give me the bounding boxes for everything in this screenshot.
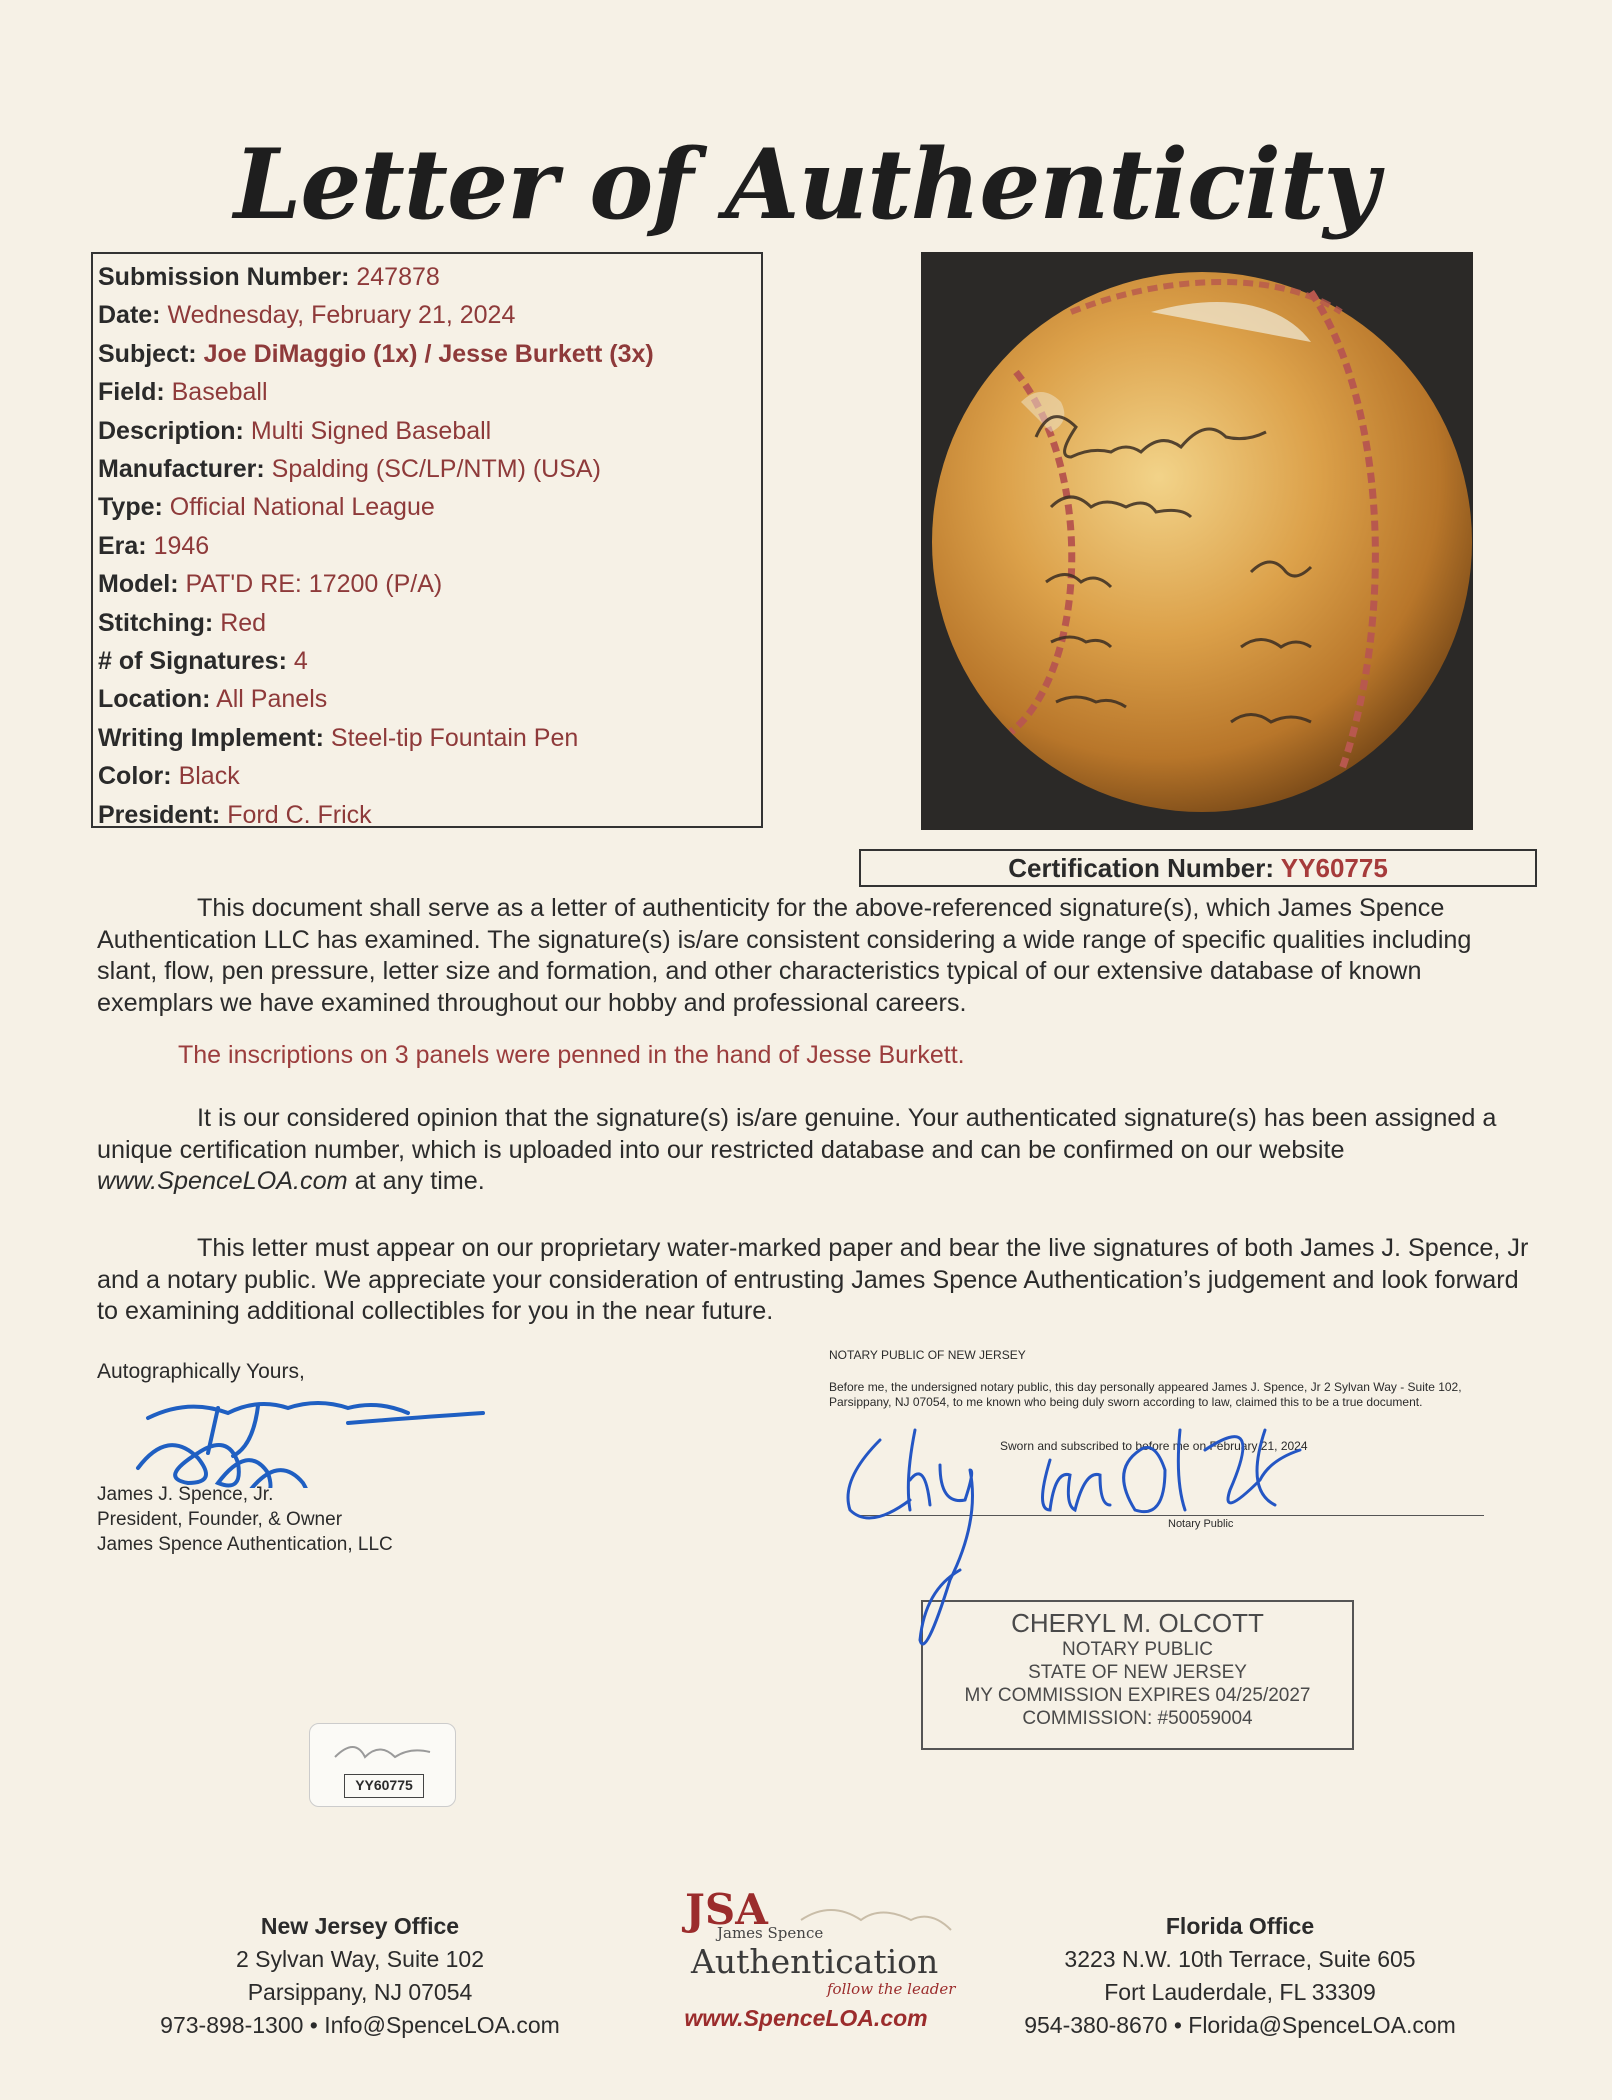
detail-label: # of Signatures: [98,647,287,676]
detail-value: Joe DiMaggio (1x) / Jesse Burkett (3x) [203,339,654,368]
detail-value: PAT'D RE: 17200 (P/A) [185,570,443,599]
detail-row [98,680,756,718]
sticker-number: YY60775 [344,1774,424,1798]
signer-block [97,1482,393,1557]
signer-title: President, Founder, & Owner [97,1509,343,1530]
detail-row [98,335,756,373]
detail-label: Subject: [98,339,197,368]
office-heading: Florida Office [1165,1913,1315,1939]
detail-row [98,373,756,411]
detail-label: President: [98,800,221,829]
office-line: 973-898-1300 • Info@SpenceLOA.com [160,2012,560,2038]
detail-label: Location: [98,685,211,714]
office-line: Fort Lauderdale, FL 33309 [1104,1979,1376,2005]
notary-stamp-line: NOTARY PUBLIC [1062,1639,1213,1660]
detail-label: Field: [98,378,165,407]
paragraph-watermark: This letter must appear on our proprietary water-marked paper and bear the live signatures of both James J. Spence, Jr and a notary public. We appreciate your consideration of entrusting James Spence Authentication’s judgement and look forward to examining additional collectibles for you in the near future. [97,1234,1529,1325]
detail-row [98,642,756,680]
detail-value: 4 [293,647,308,676]
detail-value: Spalding (SC/LP/NTM) (USA) [271,455,601,484]
submission-details-box [91,252,763,828]
detail-value: Red [220,608,267,637]
notary-stamp-name: CHERYL M. OLCOTT [1011,1608,1264,1638]
detail-value: Official National League [169,493,435,522]
office-line: Parsippany, NJ 07054 [247,1979,473,2005]
detail-row [98,719,756,757]
detail-label: Color: [98,762,172,791]
detail-value: Multi Signed Baseball [250,416,492,445]
svg-text:follow the leader: follow the leader [827,1980,956,1998]
detail-label: Description: [98,416,244,445]
notary-signature [820,1410,1380,1670]
office-heading: New Jersey Office [260,1913,460,1939]
office-florida [1000,1910,1480,2042]
certification-number: YY60775 [1280,853,1388,883]
detail-label: Model: [98,570,179,599]
detail-label: Manufacturer: [98,455,265,484]
detail-value: Steel-tip Fountain Pen [330,723,579,752]
detail-label: Submission Number: [98,263,350,291]
detail-value: 247878 [356,263,440,291]
detail-row [98,604,756,642]
notary-line-label: Notary Public [1168,1518,1234,1530]
notary-statement: Before me, the undersigned notary public, this day personally appeared James J. Spence, Jr 2 Sylvan Way - Suite 102, Parsippany, NJ 07054, to me known who being duly sworn according to law, claimed this to be a true document. [829,1380,1462,1409]
office-line: 3223 N.W. 10th Terrace, Suite 605 [1064,1946,1416,1972]
detail-row [98,258,756,296]
detail-label: Stitching: [98,608,214,637]
inscription-note: The inscriptions on 3 panels were penned in the hand of Jesse Burkett. [178,1041,965,1069]
signer-company: James Spence Authentication, LLC [97,1534,393,1555]
detail-label: Era: [98,531,147,560]
svg-text:Authentication: Authentication [691,1942,939,1981]
signer-name: James J. Spence, Jr. [97,1484,274,1505]
office-new-jersey [125,1910,595,2042]
svg-text:JSA: JSA [685,1885,768,1934]
notary-sworn-line: Sworn and subscribed to before me on February 21, 2024 [1000,1439,1308,1453]
office-line: 954-380-8670 • Florida@SpenceLOA.com [1024,2012,1456,2038]
detail-row [98,488,756,526]
detail-row [98,796,756,834]
detail-row [98,296,756,334]
paragraph-authenticity: This document shall serve as a letter of authenticity for the above-referenced signature(s), which James Spence Authentication LLC has examined. The signature(s) is/are consistent considering a wide range of specific qualities including slant, flow, pen pressure, letter size and formation, and other characteristics typical of our extensive database of known exemplars we have examined throughout our hobby and professional careers. [97,894,1472,1017]
detail-row [98,565,756,603]
baseball-photo [921,252,1473,830]
sticker-autograph-icon [330,1732,435,1770]
office-line: 2 Sylvan Way, Suite 102 [235,1946,484,1972]
detail-label: Writing Implement: [98,723,324,752]
closing-salutation: Autographically Yours, [97,1360,305,1383]
footer-website: www.SpenceLOA.com [684,2005,928,2031]
detail-row [98,412,756,450]
detail-row [98,450,756,488]
certification-label: Certification Number: [1008,853,1275,883]
detail-label: Type: [98,493,163,522]
notary-stamp-line: COMMISSION: #50059004 [1022,1708,1253,1729]
detail-value: Ford C. Frick [227,800,372,829]
certification-number-box [859,849,1537,887]
website-inline: www.SpenceLOA.com [97,1167,348,1195]
paragraph-opinion: It is our considered opinion that the signature(s) is/are genuine. Your authenticated signature(s) has been assigned a unique certification number, which is uploaded into our restricted database and can be confirmed on our website www.SpenceLOA.com at any time. [97,1104,1497,1195]
detail-label: Date: [98,301,161,330]
detail-value: 1946 [153,531,210,560]
notary-stamp-line: STATE OF NEW JERSEY [1028,1662,1247,1683]
detail-value: Baseball [171,378,268,407]
spence-signature [118,1378,488,1488]
letter-title: Letter of Authenticity [233,128,1379,241]
detail-value: Wednesday, February 21, 2024 [167,301,516,330]
svg-text:James Spence: James Spence [717,1924,824,1942]
notary-stamp-line: MY COMMISSION EXPIRES 04/25/2027 [964,1685,1311,1706]
jsa-hologram-sticker [309,1723,456,1807]
detail-value: All Panels [216,685,328,714]
detail-row [98,757,756,795]
detail-row [98,527,756,565]
notary-heading: NOTARY PUBLIC OF NEW JERSEY [829,1348,1026,1362]
detail-value: Black [178,762,240,791]
